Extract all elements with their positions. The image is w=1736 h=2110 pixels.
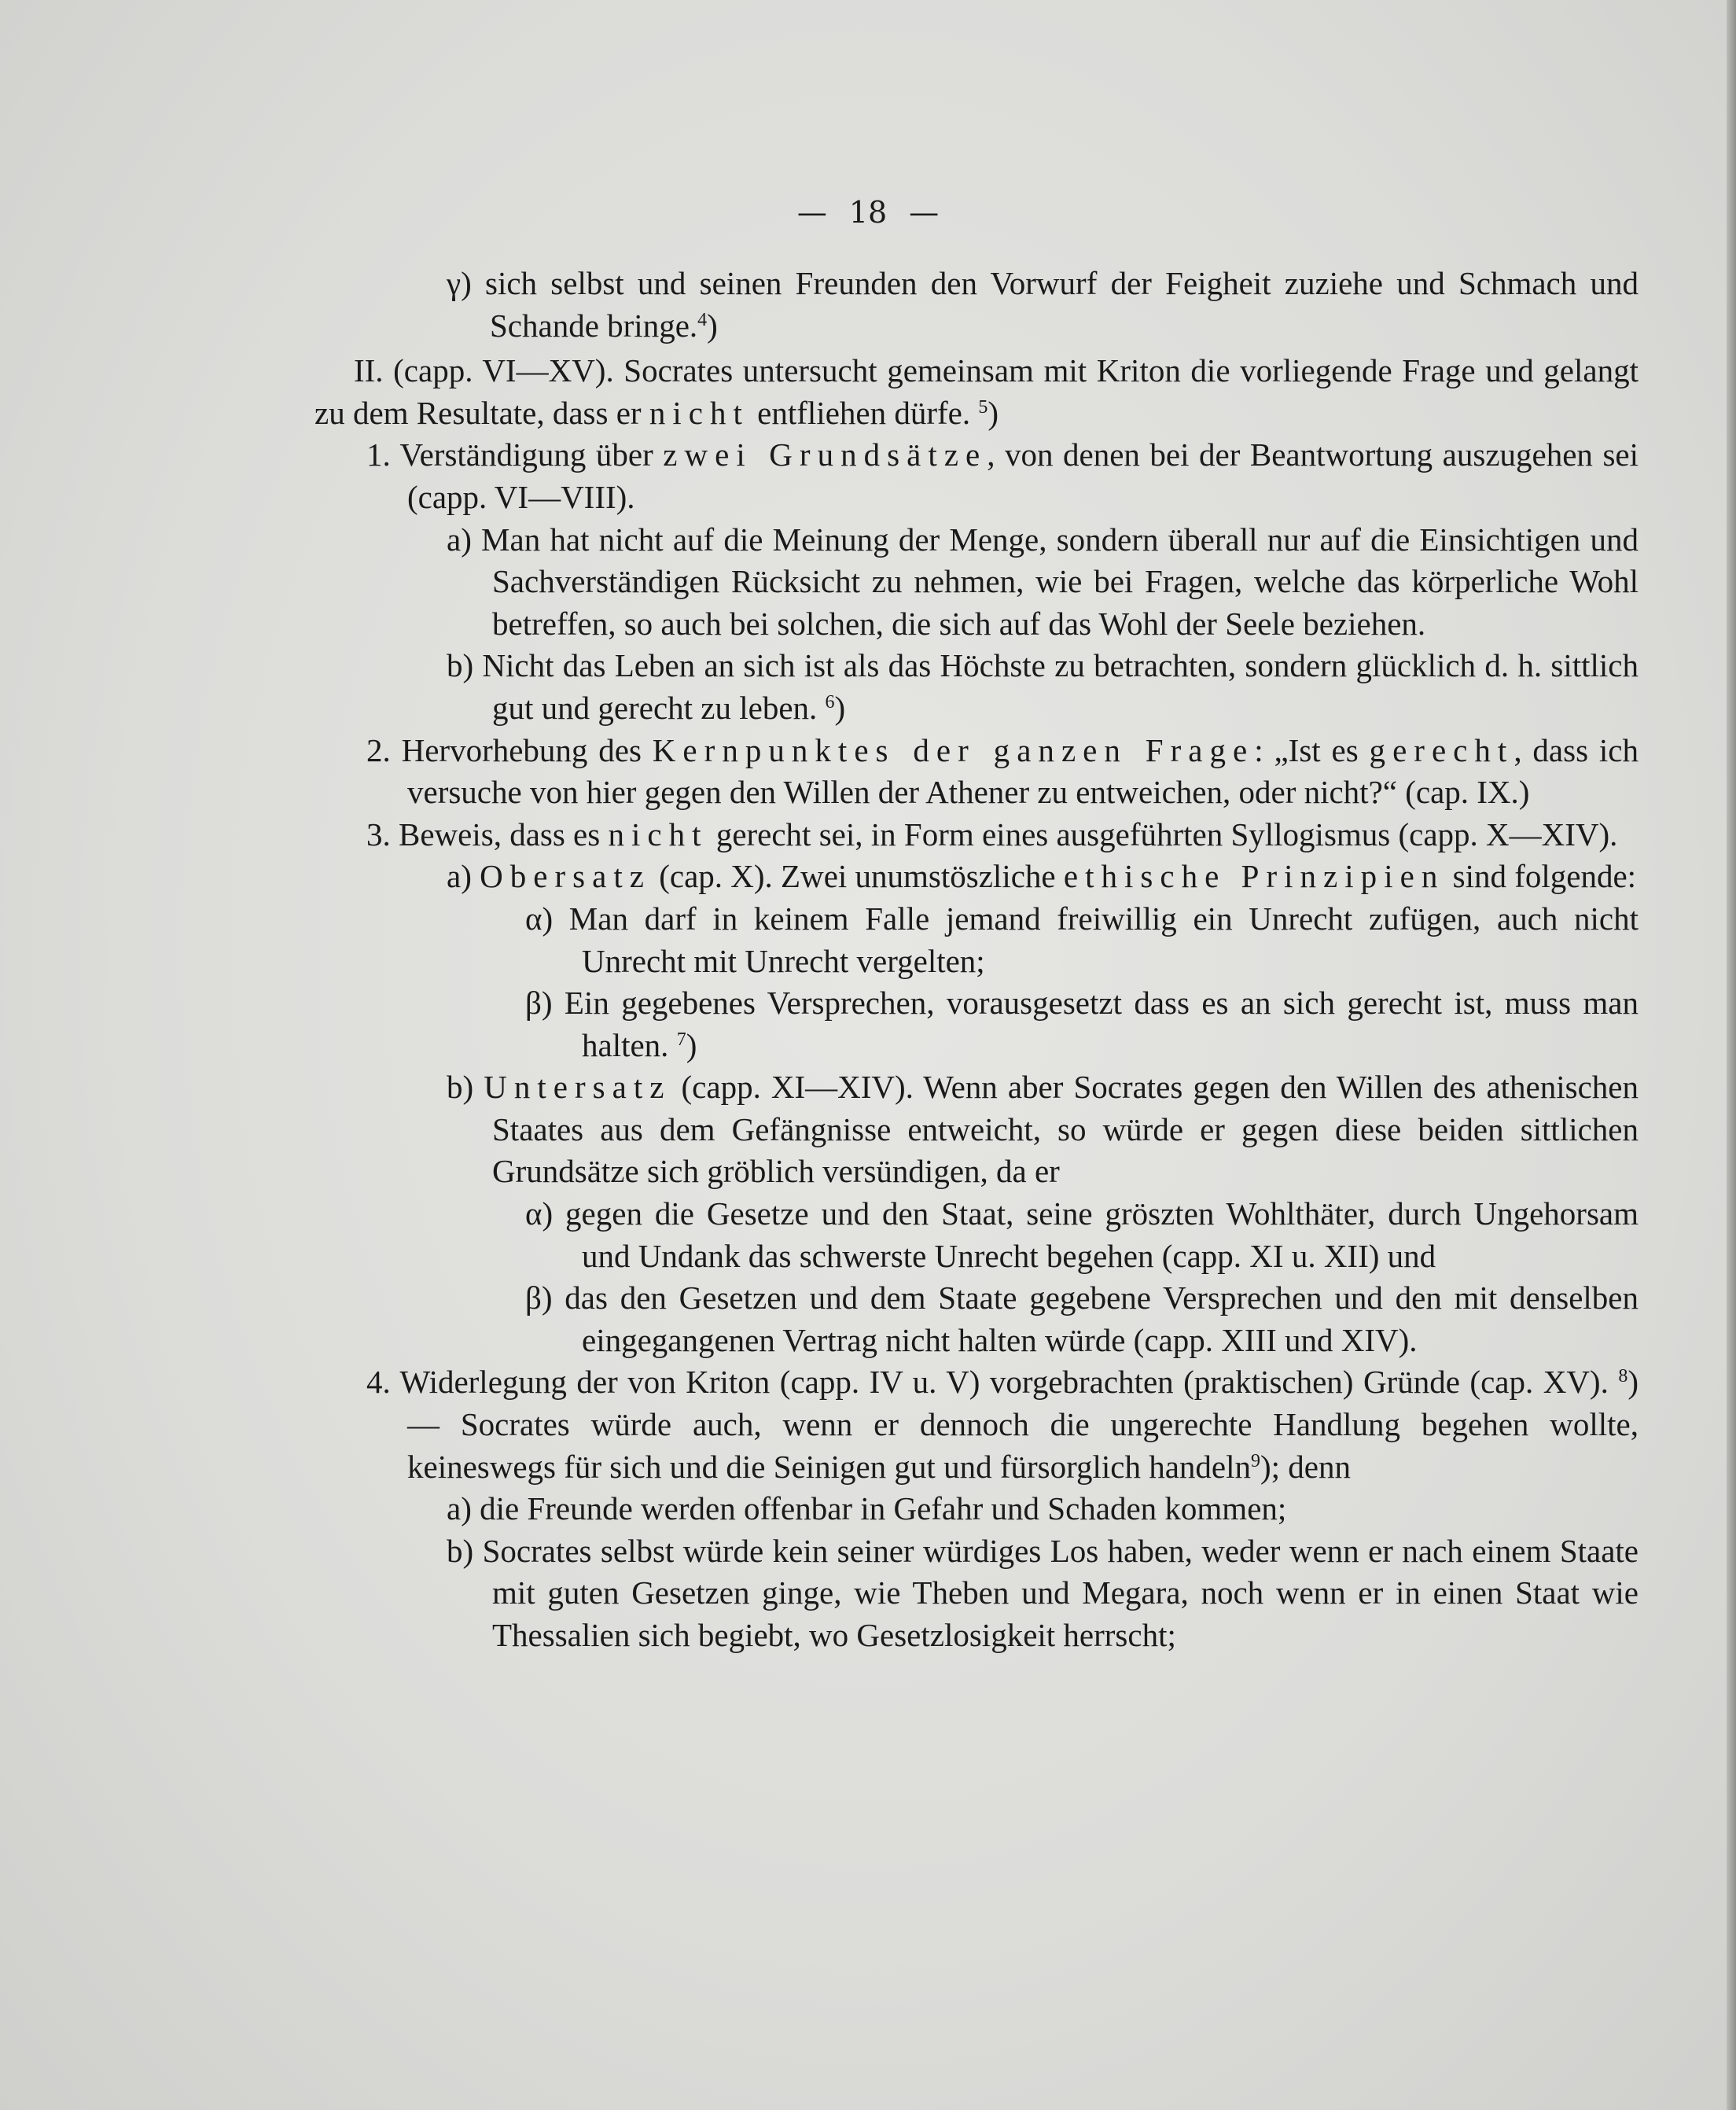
point-3a-beta [0,982,1736,1066]
point-1-text: 1. Verständigung über [366,436,664,473]
point-1b-text: b) Nicht das Leben an sich ist als das Höchste zu betrachten, sondern glücklich d. h. sittlich gut und gerecht zu leben. [447,647,1639,726]
point-4-text: 4. Widerlegung der von Kriton (capp. IV u. V) vorgebrachten (praktischen) Gründe (cap. XV). [366,1364,1619,1401]
point-2-emphasis: Kernpunktes der ganzen Frage [652,731,1255,768]
point-3b-beta [0,1277,1736,1361]
point-3b-alpha [0,1193,1736,1277]
point-3a-text: (cap. X). Zwei unumstöszliche [650,858,1064,895]
point-3b-alpha-text: α) gegen die Gesetze und den Staat, seine gröszten Wohlthäter, durch Ungehorsam und Undank das schwerste Unrecht begehen (capp. XI u. XII) und [525,1195,1639,1274]
point-3-text: 3. Beweis, dass es [366,816,609,852]
section-II-text-end: entfliehen dürfe. [748,394,979,431]
header-dash-right: — [909,195,940,230]
point-4b-text: b) Socrates selbst würde kein seiner würdiges Los haben, weder wenn er nach einem Staate mit guten Gesetzen ginge, wie Theben und Megara, noch wenn er in einen Staat wie Thessalien sich begiebt, wo Gesetzlosigkeit herrscht; [447,1532,1639,1653]
point-2-emphasis-2: gerecht [1369,731,1514,768]
point-3a [0,856,1736,898]
point-3a-beta-text: β) Ein gegebenes Versprechen, vorausgesetzt dass es an sich gerecht ist, muss man halten. [525,985,1639,1063]
item-gamma-paren: ) [707,307,718,344]
point-1b [0,645,1736,729]
point-3a-emphasis: Obersatz [480,858,651,895]
footnote-ref-5: 5 [978,396,988,418]
footnote-ref-4: 4 [697,309,708,330]
point-3b-text: (capp. XI—XIV). Wenn aber Socrates gegen den Willen des athenischen Staates aus dem Gefängnisse entweicht, so würde er gegen diese beiden sittlichen Grundsätze sich gröblich versündigen, da er [492,1069,1639,1190]
point-3a-emphasis-2: ethische Prinzipien [1063,858,1445,895]
point-4-text-mid: ) — Socrates würde auch, wenn er dennoch die ungerechte Handlung begehen wollte, keineswegs für sich und die Seinigen gut und fürsorglich handeln [407,1364,1639,1485]
page-number: 18 [848,195,888,230]
point-3 [0,814,1736,856]
item-gamma [0,263,1736,347]
footnote-ref-6: 6 [825,691,835,713]
point-1-emphasis: zwei Grundsätze [663,436,988,473]
point-3a-alpha-text: α) Man darf in keinem Falle jemand freiwillig ein Unrecht zufügen, auch nicht Unrecht mit Unrecht vergelten; [525,900,1639,979]
point-2-text-mid: : „Ist es [1254,731,1370,768]
point-4 [0,1361,1736,1488]
point-1a [0,519,1736,646]
point-3-text-end: gerecht sei, in Form eines ausgeführten Syllogismus (capp. X—XIV). [708,816,1618,852]
section-II-paren: ) [988,394,999,431]
point-3a-alpha [0,898,1736,982]
header-dash-left: — [796,195,827,230]
point-1b-paren: ) [834,689,846,726]
section-II-emphasis: nicht [649,394,749,431]
page-header [0,195,1736,230]
point-2-text-end: , dass ich versuche von hier gegen den Willen der Athener zu entweichen, oder nicht?“ (cap. IX.) [407,731,1639,811]
footnote-ref-8: 8 [1618,1366,1628,1387]
point-4b [0,1530,1736,1657]
point-3-emphasis: nicht [608,816,708,852]
page-body [0,263,1736,1657]
point-1a-text: a) Man hat nicht auf die Meinung der Menge, sondern überall nur auf die Einsichtigen und Sachverständigen Rücksicht zu nehmen, wie bei Fragen, welche das körperliche Wohl betreffen, so auch bei solchen, die sich auf das Wohl der Seele beziehen. [447,521,1639,642]
point-3a-label: a) [447,858,480,895]
section-II [0,350,1736,434]
point-4a-text: a) die Freunde werden offenbar in Gefahr und Schaden kommen; [447,1490,1287,1527]
point-3b [0,1066,1736,1193]
point-1-text-end: , von denen bei der Beantwortung auszugehen sei (capp. VI—VIII). [407,436,1639,515]
footnote-ref-9: 9 [1251,1450,1261,1471]
point-3b-label: b) [447,1069,484,1106]
point-4a [0,1488,1736,1530]
point-2-text: 2. Hervorhebung des [366,731,653,768]
point-4-text-end: ); denn [1260,1448,1352,1485]
point-3b-beta-text: β) das den Gesetzen und dem Staate gegebene Versprechen und den mit denselben eingegangenen Vertrag nicht halten würde (capp. XIII und XIV). [525,1280,1639,1358]
footnote-ref-7: 7 [676,1029,686,1050]
section-II-text: II. (capp. VI—XV). Socrates untersucht gemeinsam mit Kriton die vorliegende Frage und gelangt zu dem Resultate, dass er [314,352,1639,431]
item-gamma-text: γ) sich selbst und seinen Freunden den Vorwurf der Feigheit zuziehe und Schmach und Schande bringe. [447,265,1639,344]
point-3a-beta-paren: ) [686,1026,697,1063]
point-3a-text-end: sind folgende: [1444,858,1637,895]
point-3b-emphasis: Untersatz [484,1069,671,1106]
point-1 [0,434,1736,518]
point-2 [0,730,1736,814]
